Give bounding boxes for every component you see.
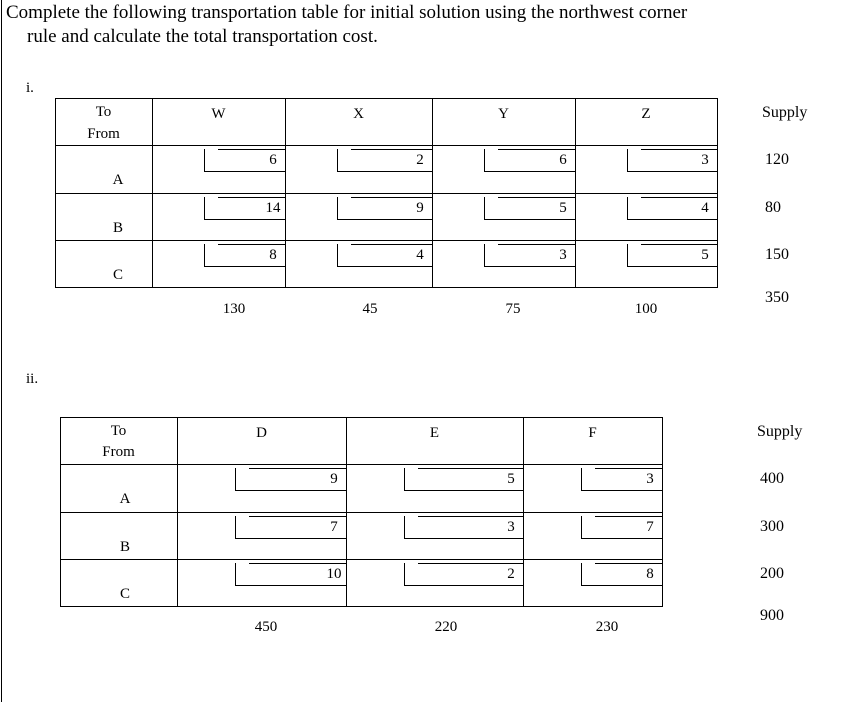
cost-box-top (351, 197, 432, 198)
cost-value: 3 (701, 152, 709, 168)
grid-line-horizontal (55, 98, 718, 99)
cost-box-top (351, 244, 432, 245)
grid-line-vertical (717, 98, 718, 288)
header-from-label: From (87, 126, 120, 142)
cost-box-bottom (235, 538, 346, 539)
cost-box-top (418, 516, 523, 517)
column-header-w: W (211, 106, 226, 122)
grid-line-vertical (55, 98, 56, 288)
cost-value: 9 (330, 471, 338, 487)
cost-box-top (418, 563, 523, 564)
cost-value: 5 (559, 200, 567, 216)
column-header-x: X (353, 106, 364, 122)
cost-box-bottom (235, 490, 346, 491)
cost-box-left (627, 149, 628, 171)
supply-value-b: 300 (760, 518, 784, 535)
cost-value: 4 (701, 200, 709, 216)
cost-box-left (204, 244, 205, 266)
table-number-label: i. (26, 80, 34, 96)
cost-box-bottom (581, 538, 662, 539)
cost-box-top (249, 516, 346, 517)
cost-box-left (235, 468, 236, 490)
grid-line-horizontal (55, 240, 718, 241)
column-header-z: Z (641, 106, 651, 122)
cost-box-left (581, 516, 582, 538)
cost-box-top (595, 516, 662, 517)
page-left-border (1, 0, 2, 702)
cost-box-left (484, 197, 485, 219)
cost-box-left (204, 197, 205, 219)
cost-box-left (404, 563, 405, 585)
cost-value: 7 (646, 519, 654, 535)
row-label-c: C (119, 586, 131, 602)
grid-line-vertical (662, 417, 663, 607)
grid-line-vertical (575, 98, 576, 288)
cost-value: 7 (330, 519, 338, 535)
cost-box-bottom (627, 171, 717, 172)
grid-line-vertical (432, 98, 433, 288)
cost-box-bottom (484, 171, 575, 172)
demand-value: 75 (505, 301, 521, 317)
cost-value: 3 (646, 471, 654, 487)
cost-box-left (581, 563, 582, 585)
cost-box-top (418, 468, 523, 469)
cost-box-top (498, 244, 575, 245)
supply-value-b: 80 (765, 199, 781, 216)
cost-box-bottom (627, 219, 717, 220)
cost-box-left (337, 149, 338, 171)
row-label-a: A (119, 491, 131, 507)
cost-box-left (337, 197, 338, 219)
cost-box-bottom (484, 219, 575, 220)
header-from-label: From (102, 444, 135, 460)
cost-box-bottom (404, 585, 523, 586)
grid-line-vertical (152, 98, 153, 288)
cost-box-bottom (581, 490, 662, 491)
cost-box-left (627, 197, 628, 219)
cost-box-top (595, 563, 662, 564)
row-label-c: C (112, 267, 124, 283)
grid-line-horizontal (60, 559, 663, 560)
cost-box-top (498, 197, 575, 198)
cost-box-bottom (337, 171, 432, 172)
grid-line-horizontal (55, 145, 718, 146)
demand-value: 45 (362, 301, 378, 317)
column-header-d: D (256, 425, 267, 441)
cost-box-left (404, 516, 405, 538)
column-header-y: Y (498, 106, 509, 122)
supply-header: Supply (757, 423, 803, 440)
header-to-label: To (110, 423, 127, 439)
cost-box-top (641, 149, 717, 150)
cost-box-left (204, 149, 205, 171)
question-line-1: Complete the following transportation table for initial solution using the northwest corner (6, 2, 688, 23)
cost-box-bottom (404, 490, 523, 491)
question-line-2: rule and calculate the total transportation cost. (27, 26, 378, 47)
cost-box-bottom (204, 219, 285, 220)
grid-line-horizontal (55, 287, 718, 288)
cost-value: 5 (507, 471, 515, 487)
demand-value: 220 (434, 619, 458, 635)
cost-box-top (595, 468, 662, 469)
grid-line-vertical (177, 417, 178, 607)
grid-line-horizontal (60, 464, 663, 465)
cost-box-top (641, 244, 717, 245)
cost-box-bottom (581, 585, 662, 586)
cost-box-left (404, 468, 405, 490)
supply-header: Supply (762, 104, 808, 121)
row-label-b: B (119, 539, 131, 555)
cost-box-bottom (484, 266, 575, 267)
demand-value: 450 (254, 619, 278, 635)
cost-box-top (218, 149, 285, 150)
cost-value: 4 (416, 247, 424, 263)
grid-line-vertical (523, 417, 524, 607)
grid-line-horizontal (55, 193, 718, 194)
grid-line-horizontal (60, 606, 663, 607)
cost-value: 8 (646, 566, 654, 582)
cost-box-left (627, 244, 628, 266)
cost-value: 9 (416, 200, 424, 216)
cost-value: 5 (701, 247, 709, 263)
cost-value: 2 (416, 152, 424, 168)
cost-box-top (249, 468, 346, 469)
cost-box-left (484, 244, 485, 266)
supply-value-c: 200 (760, 565, 784, 582)
column-header-e: E (429, 425, 440, 441)
cost-value: 6 (269, 152, 277, 168)
cost-box-bottom (337, 219, 432, 220)
cost-value: 14 (265, 200, 281, 216)
demand-value: 130 (222, 301, 246, 317)
grid-line-horizontal (60, 417, 663, 418)
supply-value-c: 150 (765, 246, 789, 263)
cost-box-left (337, 244, 338, 266)
demand-value: 230 (595, 619, 619, 635)
cost-box-bottom (235, 585, 346, 586)
cost-box-left (235, 516, 236, 538)
total-value: 900 (760, 607, 784, 624)
cost-box-bottom (204, 171, 285, 172)
row-label-a: A (112, 172, 124, 188)
cost-value: 10 (326, 566, 342, 582)
cost-box-top (218, 197, 285, 198)
cost-box-top (498, 149, 575, 150)
grid-line-horizontal (60, 512, 663, 513)
table-number-label: ii. (26, 371, 39, 387)
grid-line-vertical (285, 98, 286, 288)
cost-box-bottom (337, 266, 432, 267)
total-value: 350 (765, 289, 789, 306)
demand-value: 100 (634, 301, 658, 317)
cost-box-bottom (404, 538, 523, 539)
cost-box-left (484, 149, 485, 171)
cost-box-bottom (204, 266, 285, 267)
supply-value-a: 120 (765, 151, 789, 168)
cost-box-left (235, 563, 236, 585)
cost-box-left (581, 468, 582, 490)
cost-value: 2 (507, 566, 515, 582)
cost-box-top (249, 563, 346, 564)
grid-line-vertical (346, 417, 347, 607)
row-label-b: B (112, 220, 124, 236)
cost-box-top (218, 244, 285, 245)
cost-box-bottom (627, 266, 717, 267)
supply-value-a: 400 (760, 470, 784, 487)
cost-value: 3 (559, 247, 567, 263)
grid-line-vertical (60, 417, 61, 607)
cost-value: 6 (559, 152, 567, 168)
cost-box-top (641, 197, 717, 198)
cost-box-top (351, 149, 432, 150)
cost-value: 3 (507, 519, 515, 535)
header-to-label: To (95, 104, 112, 120)
column-header-f: F (588, 425, 597, 441)
cost-value: 8 (269, 247, 277, 263)
